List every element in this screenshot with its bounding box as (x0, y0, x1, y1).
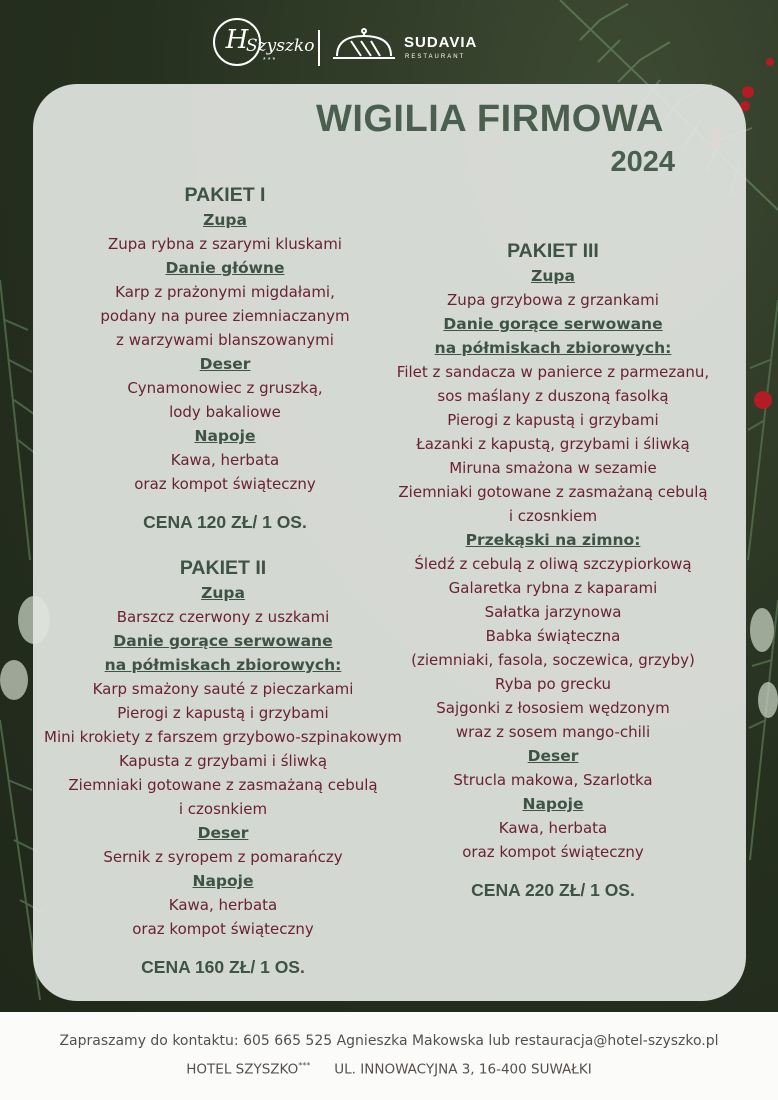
footer-address-line (0, 1061, 778, 1078)
section-heading: Zupa (201, 584, 245, 602)
section-heading: Deser (527, 747, 579, 765)
menu-item: Sajgonki z łososiem wędzonym (436, 699, 670, 717)
menu-item: Śledź z cebulą z oliwą szczypiorkową (414, 555, 692, 573)
package-heading: PAKIET II (179, 557, 267, 579)
menu-item: Kawa, herbata (498, 819, 608, 837)
menu-item: Miruna smażona w sezamie (449, 459, 657, 477)
menu-item: Pierogi z kapustą i grzybami (117, 704, 329, 722)
sudavia-subtitle: RESTAURANT (405, 54, 466, 60)
logo-stars: *** (263, 57, 278, 64)
logo-bar (0, 14, 778, 70)
menu-item: Kawa, herbata (170, 451, 280, 469)
section-heading: Deser (199, 355, 251, 373)
footer-hotel-stars: *** (298, 1061, 311, 1070)
menu-item: wraz z sosem mango-chili (455, 723, 651, 741)
menu-item: (ziemniaki, fasola, soczewica, grzyby) (411, 651, 695, 669)
logo-wordmark: Szyszko (246, 36, 315, 56)
section-heading: Deser (197, 824, 249, 842)
sudavia-name: SUDAVIA (404, 34, 478, 51)
section-heading: Napoje (194, 427, 256, 445)
section-heading: Napoje (522, 795, 584, 813)
menu-item: Ziemniaki gotowane z zasmażaną cebulą (68, 776, 378, 794)
section-heading: Danie gorące serwowane (113, 632, 333, 650)
menu-item: Strucla makowa, Szarlotka (453, 771, 653, 789)
menu-item: Łazanki z kapustą, grzybami i śliwką (416, 435, 690, 453)
menu-item: oraz kompot świąteczny (134, 475, 316, 493)
footer-address: UL. INNOWACYJNA 3, 16-400 SUWAŁKI (334, 1061, 592, 1078)
menu-item: Sernik z syropem z pomarańczy (103, 848, 343, 866)
package-price: CENA 120 ZŁ/ 1 OS. (143, 512, 307, 532)
menu-item: oraz kompot świąteczny (132, 920, 314, 938)
package-1 (55, 182, 395, 534)
menu-item: lody bakaliowe (169, 403, 281, 421)
menu-item: i czosnkiem (508, 507, 598, 525)
footer-contact: Zapraszamy do kontaktu: 605 665 525 Agnieszka Makowska lub restauracja@hotel-szyszko.pl (59, 1033, 719, 1049)
section-heading: Przekąski na zimno: (465, 531, 641, 549)
menu-item: oraz kompot świąteczny (462, 843, 644, 861)
page-year: 2024 (610, 146, 675, 178)
menu-item: z warzywami blanszowanymi (116, 331, 334, 349)
package-2 (33, 555, 413, 979)
package-price: CENA 160 ZŁ/ 1 OS. (141, 957, 305, 977)
menu-item: Karp smażony sauté z pieczarkami (92, 680, 354, 698)
package-price: CENA 220 ZŁ/ 1 OS. (471, 880, 635, 900)
menu-item: Barszcz czerwony z uszkami (116, 608, 330, 626)
menu-item: Ziemniaki gotowane z zasmażaną cebulą (398, 483, 708, 501)
menu-item: Babka świąteczna (485, 627, 621, 645)
page-title: WIGILIA FIRMOWA (315, 98, 664, 140)
package-3 (380, 238, 726, 902)
hotel-szyszko-logo (213, 18, 315, 68)
menu-item: Kawa, herbata (168, 896, 278, 914)
menu-item: Pierogi z kapustą i grzybami (447, 411, 659, 429)
menu-item: Sałatka jarzynowa (484, 603, 622, 621)
menu-item: sos maślany z duszoną fasolką (437, 387, 669, 405)
menu-item: Zupa grzybowa z grzankami (447, 291, 659, 309)
footer-hotel: HOTEL SZYSZKO (186, 1061, 299, 1078)
menu-item: Mini krokiety z farszem grzybowo-szpinakowym (44, 728, 402, 746)
menu-item: Cynamonowiec z gruszką, (127, 379, 323, 397)
section-heading: Zupa (531, 267, 575, 285)
menu-item: Karp z prażonymi migdałami, (115, 283, 335, 301)
menu-item: podany na puree ziemniaczanym (100, 307, 350, 325)
section-heading: na półmiskach zbiorowych: (104, 656, 342, 674)
section-heading: Napoje (192, 872, 254, 890)
section-heading: Danie gorące serwowane (443, 315, 663, 333)
package-heading: PAKIET I (184, 184, 266, 206)
menu-item: Galaretka rybna z kaparami (448, 579, 658, 597)
menu-item: Kapusta z grzybami i śliwką (118, 752, 328, 770)
package-heading: PAKIET III (507, 240, 599, 262)
section-heading: na półmiskach zbiorowych: (434, 339, 672, 357)
logo-divider (318, 30, 320, 66)
menu-item: i czosnkiem (178, 800, 268, 818)
cloche-icon (333, 28, 395, 62)
section-heading: Danie główne (165, 259, 285, 277)
menu-item: Ryba po grecku (495, 675, 611, 693)
section-heading: Zupa (203, 211, 247, 229)
menu-item: Filet z sandacza w panierce z parmezanu, (396, 363, 710, 381)
logo-monogram: H (225, 25, 249, 55)
menu-item: Zupa rybna z szarymi kluskami (108, 235, 342, 253)
footer (0, 1012, 778, 1100)
